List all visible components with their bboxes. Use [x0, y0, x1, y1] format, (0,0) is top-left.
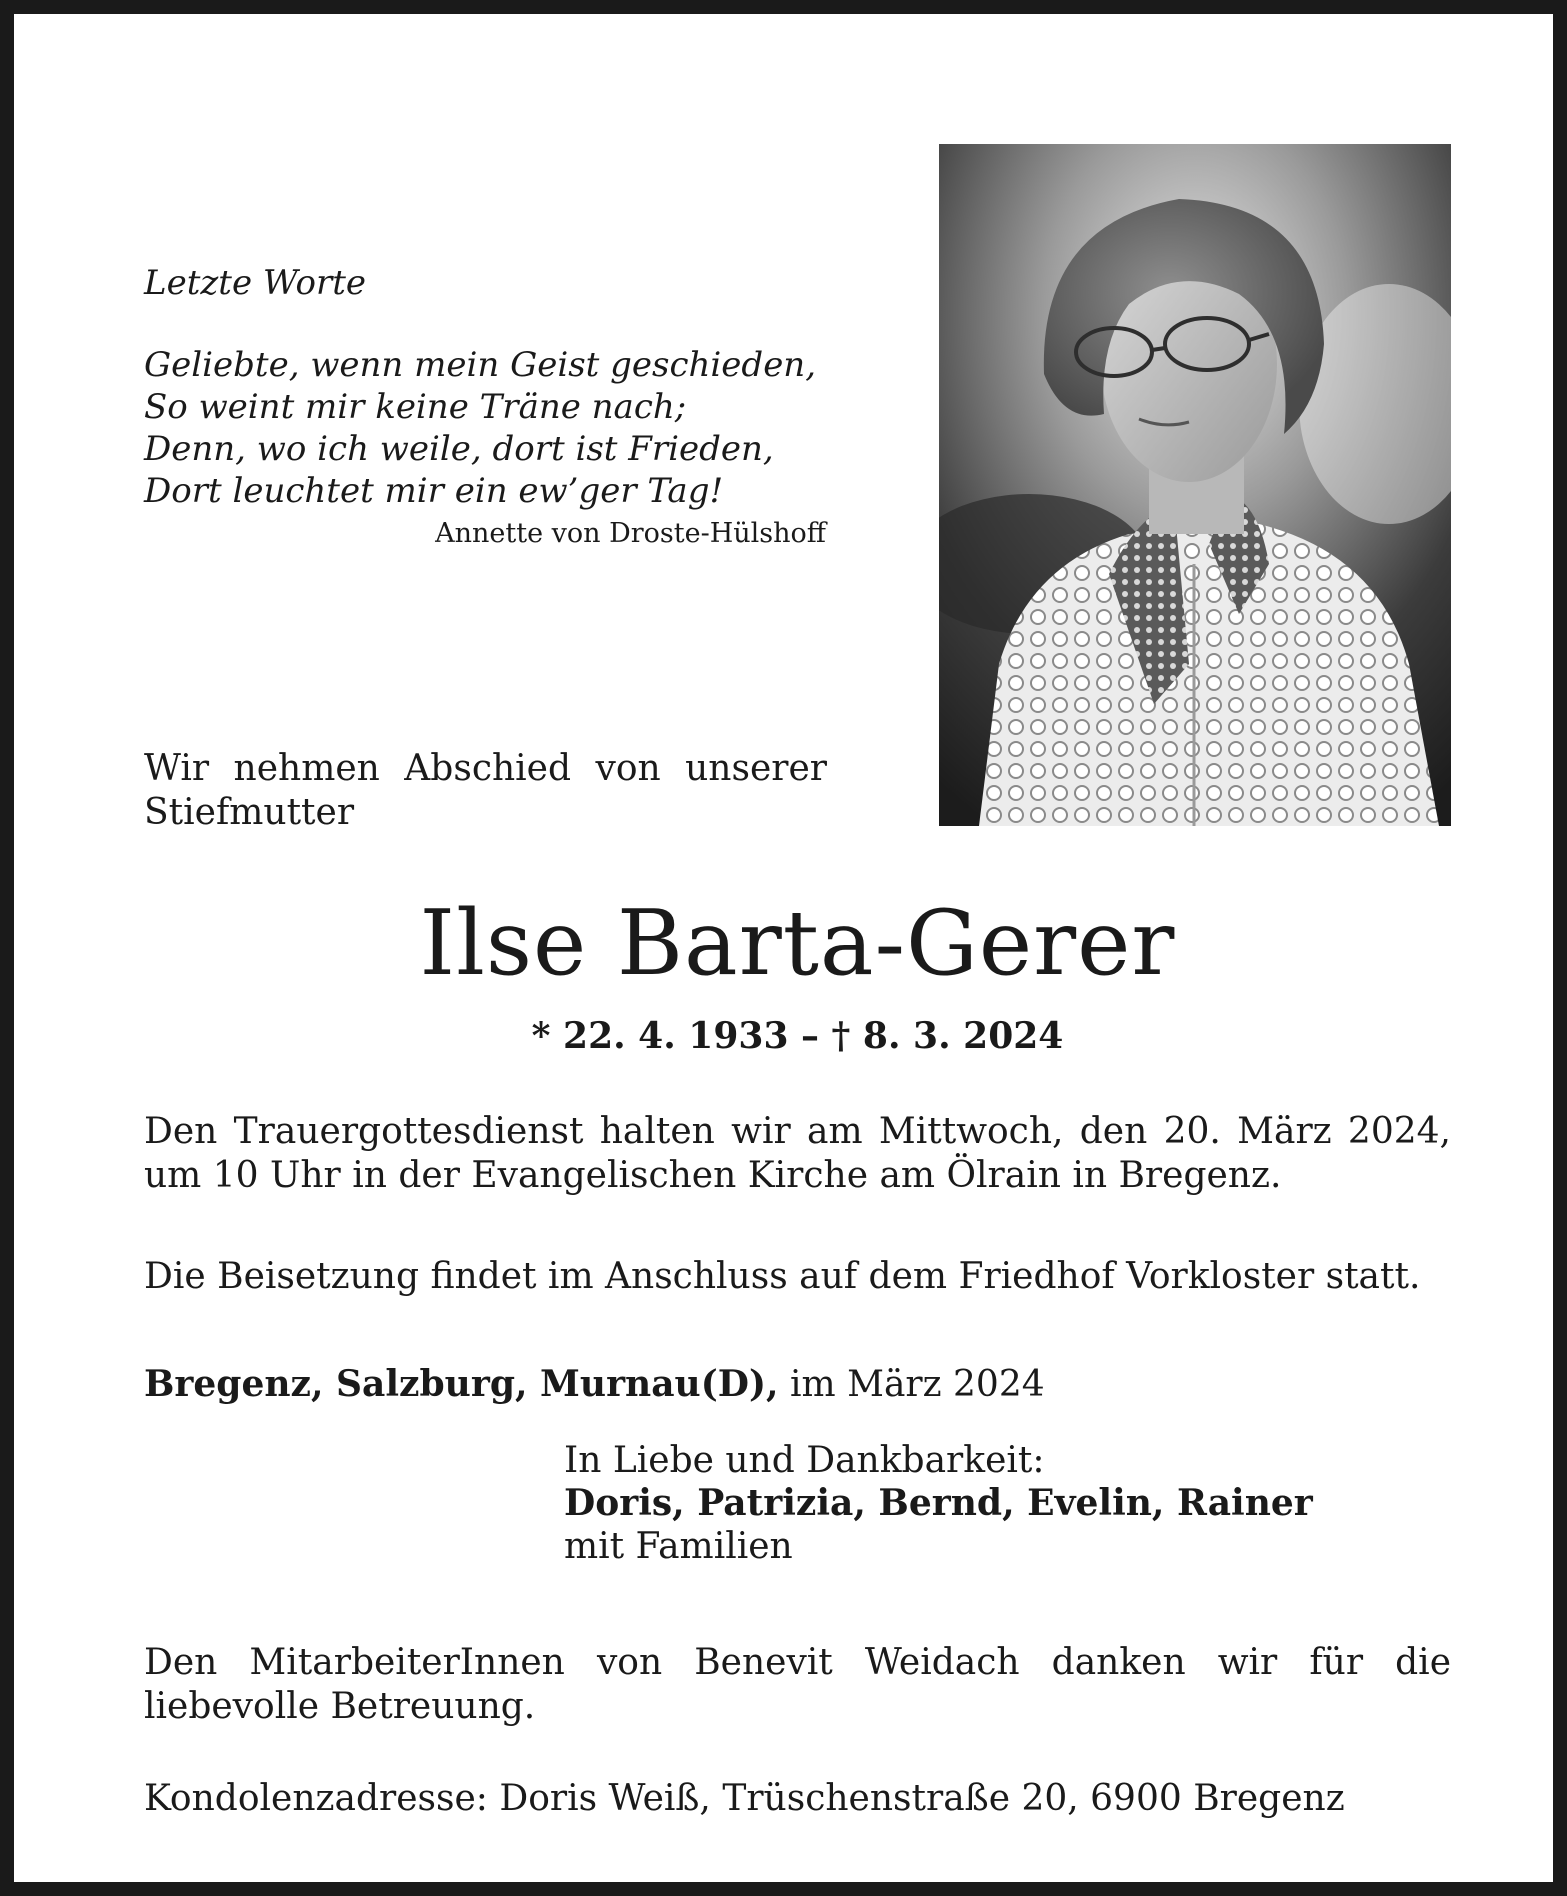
signature-block — [564, 1439, 1444, 1568]
places-list: Bregenz, Salzburg, Murnau(D), — [144, 1363, 779, 1405]
farewell-intro: Wir nehmen Abschied von unserer Stiefmutter — [144, 748, 827, 833]
portrait-image — [939, 144, 1451, 826]
mourner-names: Doris, Patrizia, Bernd, Evelin, Rainer — [564, 1482, 1313, 1524]
burial-announcement: Die Beisetzung findet im Anschluss auf dem Friedhof Vorkloster statt. — [144, 1256, 1421, 1297]
month-year: im März 2024 — [778, 1364, 1045, 1405]
condolence-address: Kondolenzadresse: Doris Weiß, Trüschenstraße 20, 6900 Bregenz — [144, 1778, 1345, 1819]
poem-author: Annette von Droste-Hülshoff — [435, 518, 826, 549]
places-date-line — [144, 1362, 1451, 1407]
poem-block — [144, 262, 834, 552]
signature-intro: In Liebe und Dankbarkeit: — [564, 1440, 1045, 1481]
service-announcement: Den Trauergottesdienst halten wir am Mittwoch, den 20. März 2024, um 10 Uhr in der Evangelischen Kirche am Ölrain in Bregenz. — [144, 1111, 1451, 1196]
poem-line: Geliebte, wenn mein Geist geschieden, — [144, 345, 817, 385]
deceased-name: Ilse Barta-Gerer — [419, 891, 1176, 996]
poem-line: So weint mir keine Träne nach; — [144, 387, 687, 427]
thanks-note: Den MitarbeiterInnen von Benevit Weidach danken wir für die liebevolle Betreuung. — [144, 1642, 1451, 1727]
poem-title: Letzte Worte — [144, 263, 367, 303]
life-dates: * 22. 4. 1933 – † 8. 3. 2024 — [531, 1015, 1064, 1057]
portrait-photo — [939, 144, 1451, 826]
poem-line: Dort leuchtet mir ein ew’ger Tag! — [144, 471, 724, 511]
poem-line: Denn, wo ich weile, dort ist Frieden, — [144, 429, 774, 469]
signature-suffix: mit Familien — [564, 1526, 793, 1567]
